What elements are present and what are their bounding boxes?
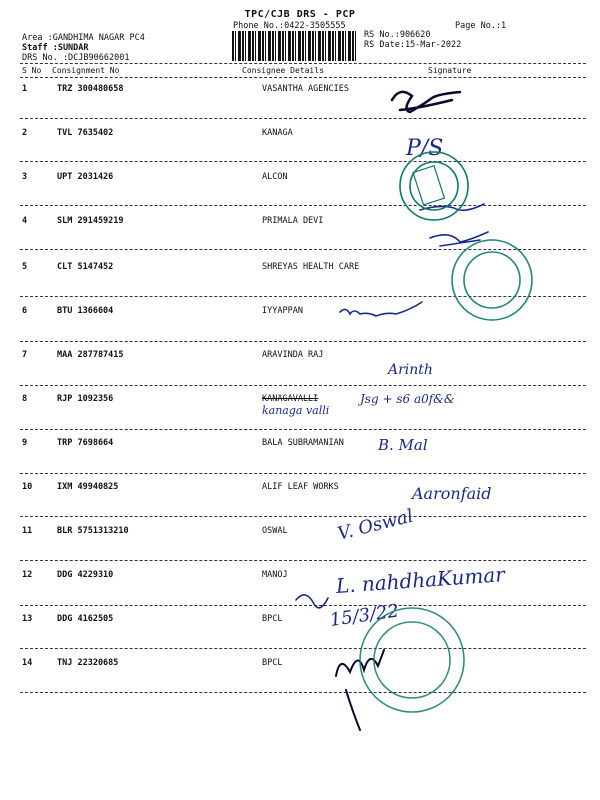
col-header-signature: Signature (428, 66, 472, 75)
row-sno: 8 (22, 394, 28, 404)
table-row (0, 526, 600, 568)
row-sno: 5 (22, 262, 28, 272)
table-row (0, 658, 600, 700)
table-row (0, 84, 600, 126)
row-divider (20, 692, 586, 693)
row-consignment-no: TRZ 300480658 (57, 84, 124, 94)
row-consignee: OSWAL (262, 526, 288, 536)
row-divider (20, 560, 586, 561)
page-number: Page No.:1 (455, 21, 507, 31)
staff-label: Staff :SUNDAR (22, 43, 89, 53)
row-consignment-no: BLR 5751313210 (57, 526, 129, 536)
row-sno: 10 (22, 482, 33, 492)
row-consignee: KANAGA (262, 128, 293, 138)
table-row (0, 262, 600, 304)
row-consignment-no: TRP 7698664 (57, 438, 114, 448)
row-sno: 1 (22, 84, 28, 94)
col-header-consignee: Consignee Details (242, 66, 324, 75)
row-consignee: BPCL (262, 658, 283, 668)
row-divider (20, 648, 586, 649)
row-divider (20, 161, 586, 162)
row-sno: 7 (22, 350, 28, 360)
row-consignment-no: TVL 7635402 (57, 128, 114, 138)
row-consignee: BALA SUBRAMANIAN (262, 438, 344, 448)
table-row (0, 128, 600, 170)
handwritten-signature-row11: V. Oswal (335, 505, 416, 545)
row-sno: 6 (22, 306, 28, 316)
row-divider (20, 341, 586, 342)
row-consignment-no: UPT 2031426 (57, 172, 114, 182)
row-consignment-no: BTU 1366604 (57, 306, 114, 316)
drs-number: DRS No. :DCJB90662001 (22, 53, 130, 63)
row-sno: 13 (22, 614, 33, 624)
row-divider (20, 516, 586, 517)
row-consignee: IYYAPPAN (262, 306, 303, 316)
row-consignee: ALIF LEAF WORKS (262, 482, 339, 492)
row-consignee: KANAGAVALLI (262, 394, 319, 404)
handwritten-signature-row7: Arinth (388, 362, 433, 378)
handwritten-note-ps: P/S (406, 136, 444, 161)
row-consignment-no: SLM 291459219 (57, 216, 124, 226)
handwritten-signature-row12: L. nahdhaKumar (335, 562, 506, 598)
area-label: Area :GANDHIMA NAGAR PC4 (22, 33, 145, 43)
rs-number: RS No.:906620 (364, 30, 431, 40)
barcode-image (232, 31, 358, 61)
row-consignment-no: RJP 1092356 (57, 394, 114, 404)
row-consignee: BPCL (262, 614, 283, 624)
row-consignee: ALCON (262, 172, 288, 182)
row-consignee: SHREYAS HEALTH CARE (262, 262, 360, 272)
table-row (0, 172, 600, 214)
row-consignee: MANOJ (262, 570, 288, 580)
handwritten-signature-row10: Aaronfaid (412, 484, 492, 503)
row-divider (20, 605, 586, 606)
row-consignment-no: IXM 49940825 (57, 482, 119, 492)
row-sno: 3 (22, 172, 28, 182)
row-divider (20, 473, 586, 474)
row-consignment-no: CLT 5147452 (57, 262, 114, 272)
row-consignment-no: TNJ 22320685 (57, 658, 119, 668)
row-divider (20, 385, 586, 386)
row-consignee: PRIMALA DEVI (262, 216, 324, 226)
handwritten-date-row13: 15/3/22 (328, 600, 401, 631)
row-divider (20, 118, 586, 119)
row-sno: 12 (22, 570, 33, 580)
col-header-sno: S No (22, 66, 42, 75)
row-sno: 2 (22, 128, 28, 138)
table-row (0, 482, 600, 524)
document-title: TPC/CJB DRS - PCP (244, 9, 356, 20)
table-row (0, 614, 600, 656)
row-consignment-no: DDG 4229310 (57, 570, 114, 580)
row-divider (20, 296, 586, 297)
row-consignee: VASANTHA AGENCIES (262, 84, 349, 94)
row-consignment-no: MAA 287787415 (57, 350, 124, 360)
row-divider (20, 205, 586, 206)
header-divider (20, 63, 586, 64)
row-consignment-no: DDG 4162505 (57, 614, 114, 624)
handwritten-signature-row9: B. Mal (378, 436, 428, 454)
row-sno: 9 (22, 438, 28, 448)
row-sno: 11 (22, 526, 33, 536)
handwritten-signature-row8: Jsg + s6 a0f&& (360, 392, 455, 406)
table-row (0, 216, 600, 258)
row-consignee: ARAVINDA RAJ (262, 350, 324, 360)
row-sno: 4 (22, 216, 28, 226)
phone-number: Phone No.:0422-3505555 (233, 21, 346, 31)
rs-date: RS Date:15-Mar-2022 (364, 40, 462, 50)
row-divider (20, 429, 586, 430)
handwritten-consignee-correction: kanaga valli (262, 404, 330, 417)
col-header-consignment: Consignment No (52, 66, 120, 75)
column-header-divider (20, 77, 586, 78)
row-divider (20, 249, 586, 250)
row-sno: 14 (22, 658, 33, 668)
